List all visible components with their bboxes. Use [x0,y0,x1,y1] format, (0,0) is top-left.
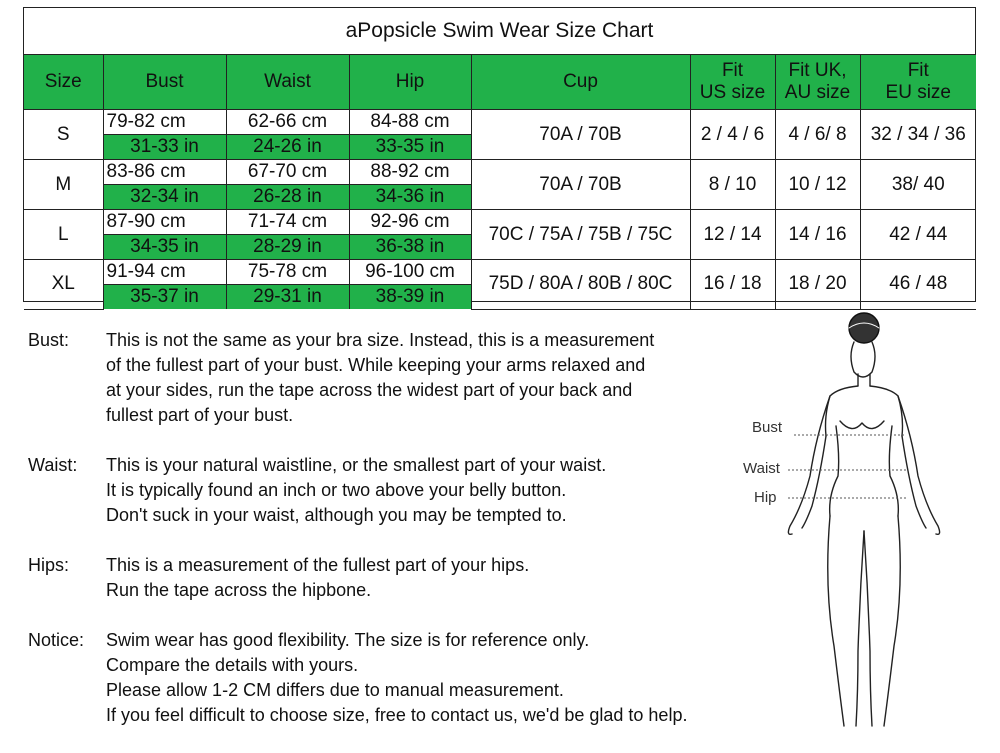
figure-bust-label: Bust [752,419,783,436]
waist-cm-cell: 67-70 cm [226,160,349,185]
cup-cell: 70A / 70B [471,110,690,160]
bust-in-cell: 35-37 in [103,285,226,310]
header-cup: Cup [471,55,690,110]
note-notice [28,628,748,728]
size-chart [23,7,976,307]
note-text: Swim wear has good flexibility. The size is for reference only. Compare the details with yours. Please allow 1-2 CM differs due to manual measurement. If you feel difficult to choose size, free to contact us, we'd be glad to help. [106,630,688,725]
size-cell: XL [24,260,103,310]
waist-in-cell: 29-31 in [226,285,349,310]
us-cell: 12 / 14 [690,210,775,260]
note-label: Hips: [28,555,70,575]
bust-in-cell: 34-35 in [103,235,226,260]
bust-cm-cell: 79-82 cm [103,110,226,135]
note-text: This is a measurement of the fullest part of your hips. Run the tape across the hipbone. [106,555,530,600]
hip-cm-cell: 88-92 cm [349,160,471,185]
waist-cm-cell: 75-78 cm [226,260,349,285]
eu-cell: 42 / 44 [860,210,976,260]
figure-hip-label: Hip [754,489,777,506]
size-cell: S [24,110,103,160]
note-label: Waist: [28,455,78,475]
waist-in-cell: 24-26 in [226,135,349,160]
size-cell: M [24,160,103,210]
note-text: This is not the same as your bra size. Instead, this is a measurement of the fullest part of your bust. While keeping your arms relaxed and at your sides, run the tape across the widest part of your back and fullest part of your bust. [106,330,655,425]
hip-in-cell: 33-35 in [349,135,471,160]
header-hip: Hip [349,55,471,110]
header-us: Fit US size [690,55,775,110]
note-label: Bust: [28,330,70,350]
us-cell: 8 / 10 [690,160,775,210]
table-row-xl [24,260,976,285]
hip-in-cell: 36-38 in [349,235,471,260]
us-cell: 2 / 4 / 6 [690,110,775,160]
cup-cell: 75D / 80A / 80B / 80C [471,260,690,310]
cup-cell: 70C / 75A / 75B / 75C [471,210,690,260]
bust-cm-cell: 87-90 cm [103,210,226,235]
header-row [24,55,976,110]
hip-cm-cell: 92-96 cm [349,210,471,235]
us-cell: 16 / 18 [690,260,775,310]
hip-in-cell: 38-39 in [349,285,471,310]
note-text: This is your natural waistline, or the smallest part of your waist. It is typically found an inch or two above your belly button. Don't suck in your waist, although you may be tempted to. [106,455,607,525]
bust-in-cell: 32-34 in [103,185,226,210]
note-waist [28,453,748,528]
header-bust: Bust [103,55,226,110]
note-label: Notice: [28,630,85,650]
chart-title: aPopsicle Swim Wear Size Chart [24,8,975,55]
bust-cm-cell: 91-94 cm [103,260,226,285]
uk-cell: 18 / 20 [775,260,860,310]
body-outline-illustration [736,306,986,740]
bust-in-cell: 31-33 in [103,135,226,160]
table-row-l [24,210,976,235]
header-uk: Fit UK, AU size [775,55,860,110]
hip-in-cell: 34-36 in [349,185,471,210]
figure-waist-label: Waist [743,460,780,477]
uk-cell: 14 / 16 [775,210,860,260]
eu-cell: 38/ 40 [860,160,976,210]
hip-cm-cell: 96-100 cm [349,260,471,285]
header-size: Size [24,55,103,110]
table-row-m [24,160,976,185]
header-waist: Waist [226,55,349,110]
note-hips [28,553,748,603]
note-bust [28,328,748,428]
hip-cm-cell: 84-88 cm [349,110,471,135]
waist-in-cell: 26-28 in [226,185,349,210]
waist-cm-cell: 71-74 cm [226,210,349,235]
table-row-s [24,110,976,135]
cup-cell: 70A / 70B [471,160,690,210]
body-measurement-figure [736,306,986,740]
eu-cell: 46 / 48 [860,260,976,310]
size-table [24,55,976,310]
uk-cell: 10 / 12 [775,160,860,210]
measurement-notes [28,328,748,753]
size-cell: L [24,210,103,260]
waist-cm-cell: 62-66 cm [226,110,349,135]
uk-cell: 4 / 6/ 8 [775,110,860,160]
header-eu: Fit EU size [860,55,976,110]
waist-in-cell: 28-29 in [226,235,349,260]
eu-cell: 32 / 34 / 36 [860,110,976,160]
bust-cm-cell: 83-86 cm [103,160,226,185]
